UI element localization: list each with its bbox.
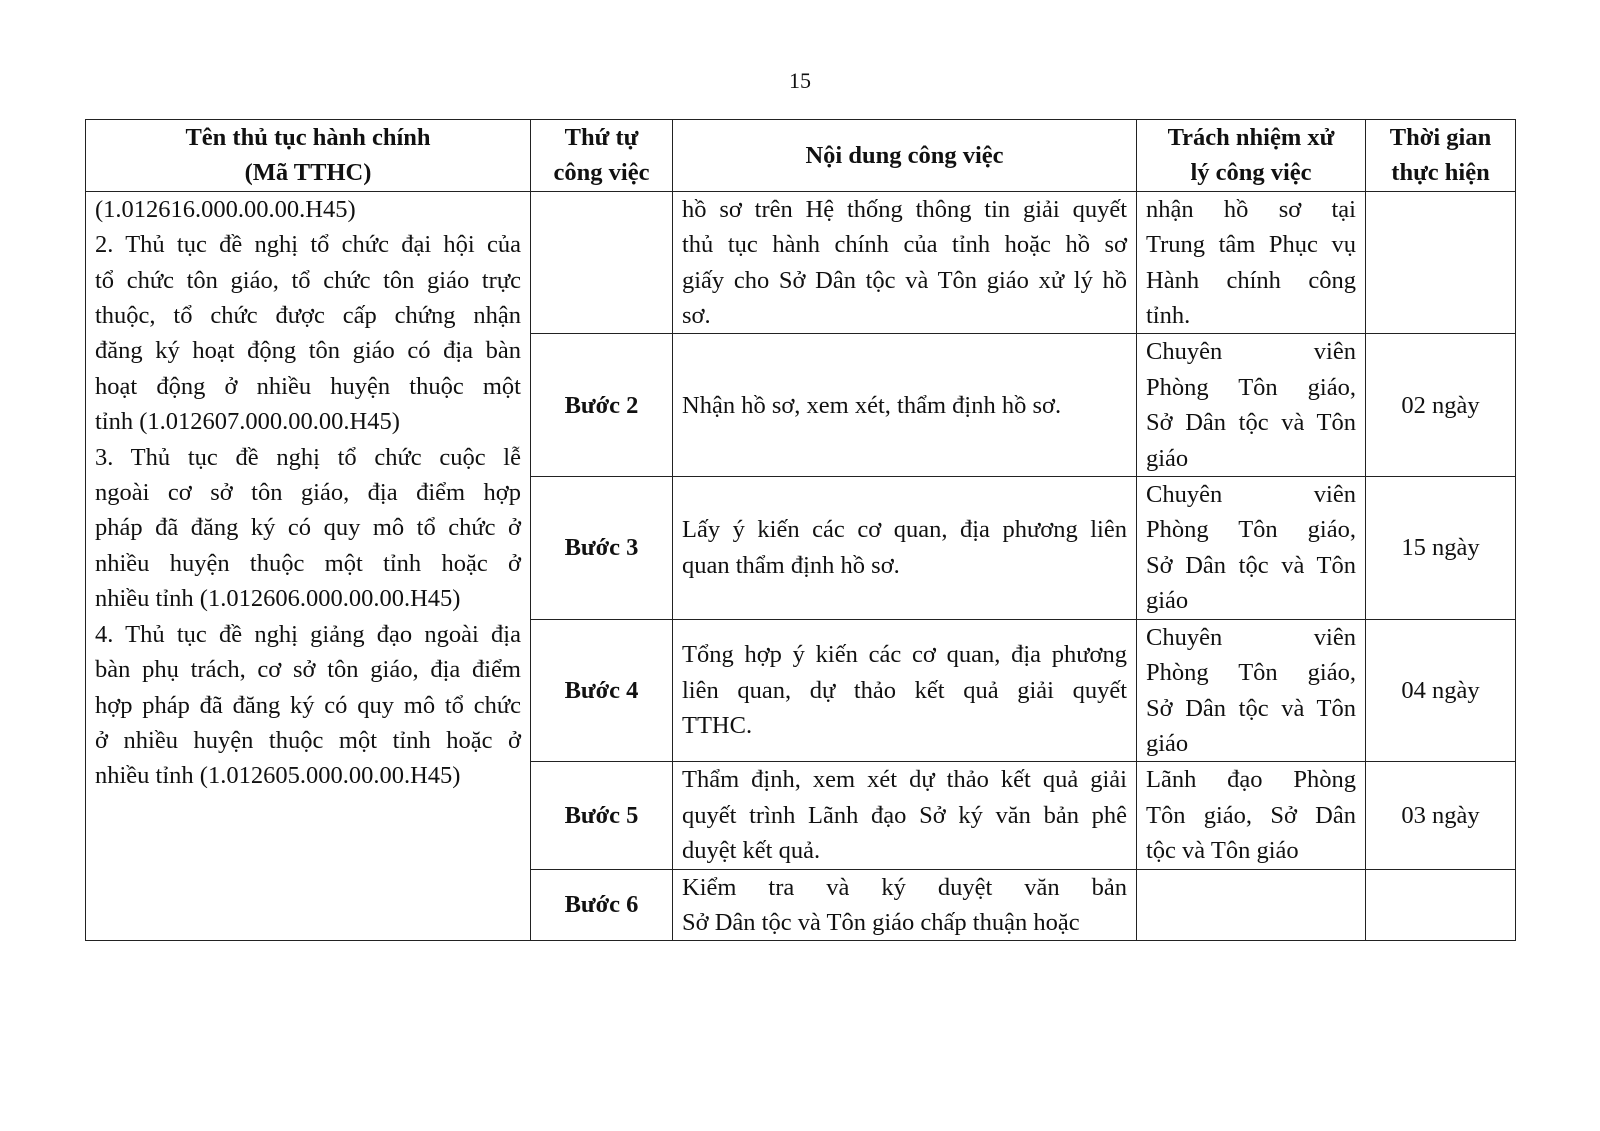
responsibility-line: Chuyên viên bbox=[1146, 481, 1356, 509]
procedure-name-line: hợp pháp đã đăng ký có quy mô tổ chức bbox=[95, 691, 521, 719]
procedure-name-line: 3. Thủ tục đề nghị tổ chức cuộc lễ bbox=[95, 443, 521, 471]
responsibility-line: giáo bbox=[1146, 729, 1189, 757]
procedure-name-line: tỉnh (1.012607.000.00.00.H45) bbox=[95, 408, 400, 436]
procedure-name-line: (1.012616.000.00.00.H45) bbox=[95, 195, 356, 223]
procedure-name-line: nhiều huyện thuộc một tỉnh hoặc ở bbox=[95, 549, 521, 577]
header-procedure-name: Tên thủ tục hành chính (Mã TTHC) bbox=[86, 120, 531, 192]
responsibility-line: Hành chính công bbox=[1146, 266, 1356, 294]
responsibility-line: Chuyên viên bbox=[1146, 338, 1356, 366]
procedure-name-line: tổ chức tôn giáo, tổ chức tôn giáo trực bbox=[95, 266, 521, 294]
responsibility-cell bbox=[1137, 619, 1366, 762]
responsibility-line: Lãnh đạo Phòng bbox=[1146, 766, 1356, 794]
work-content-line: thủ tục hành chính của tỉnh hoặc hồ sơ bbox=[682, 231, 1127, 259]
page-number: 15 bbox=[789, 68, 811, 93]
work-content-cell bbox=[673, 762, 1137, 869]
duration-cell: 03 ngày bbox=[1366, 762, 1516, 869]
work-content-cell bbox=[673, 619, 1137, 762]
responsibility-line: Sở Dân tộc và Tôn bbox=[1146, 551, 1356, 579]
step-cell: Bước 4 bbox=[531, 619, 673, 762]
responsibility-line: Chuyên viên bbox=[1146, 623, 1356, 651]
responsibility-line: Sở Dân tộc và Tôn bbox=[1146, 694, 1356, 722]
procedure-table bbox=[85, 119, 1516, 941]
step-cell: Bước 2 bbox=[531, 334, 673, 477]
responsibility-cell bbox=[1137, 191, 1366, 334]
responsibility-line: giáo bbox=[1146, 444, 1189, 472]
procedure-name-line: nhiều tỉnh (1.012606.000.00.00.H45) bbox=[95, 585, 461, 613]
procedure-name-line: thuộc, tổ chức được cấp chứng nhận bbox=[95, 302, 521, 330]
responsibility-cell bbox=[1137, 869, 1366, 941]
step-cell bbox=[531, 191, 673, 334]
responsibility-line: nhận hồ sơ tại bbox=[1146, 195, 1356, 223]
step-cell: Bước 6 bbox=[531, 869, 673, 941]
duration-cell: 15 ngày bbox=[1366, 477, 1516, 620]
responsibility-cell bbox=[1137, 334, 1366, 477]
procedure-name-line: ngoài cơ sở tôn giáo, địa điểm hợp bbox=[95, 479, 521, 507]
work-content-cell bbox=[673, 334, 1137, 477]
procedure-name-line: nhiều tỉnh (1.012605.000.00.00.H45) bbox=[95, 762, 461, 790]
work-content-line: Kiểm tra và ký duyệt văn bản bbox=[682, 873, 1127, 901]
responsibility-cell bbox=[1137, 762, 1366, 869]
procedure-name-line: bàn phụ trách, cơ sở tôn giáo, địa điểm bbox=[95, 656, 521, 684]
work-content-line: Nhận hồ sơ, xem xét, thẩm định hồ sơ. bbox=[682, 391, 1062, 419]
procedure-name-line: 4. Thủ tục đề nghị giảng đạo ngoài địa bbox=[95, 620, 521, 648]
responsibility-line: Trung tâm Phục vụ bbox=[1146, 231, 1356, 259]
work-content-line: Lấy ý kiến các cơ quan, địa phương liên bbox=[682, 516, 1127, 544]
procedure-names-cell bbox=[86, 191, 531, 941]
responsibility-line: Phòng Tôn giáo, bbox=[1146, 659, 1356, 687]
table-header-row bbox=[86, 120, 1516, 192]
responsibility-line: Sở Dân tộc và Tôn bbox=[1146, 409, 1356, 437]
work-content-line: Sở Dân tộc và Tôn giáo chấp thuận hoặc bbox=[682, 908, 1080, 936]
duration-cell: 02 ngày bbox=[1366, 334, 1516, 477]
responsibility-line: giáo bbox=[1146, 587, 1189, 615]
header-responsibility: Trách nhiệm xử lý công việc bbox=[1137, 120, 1366, 192]
step-cell: Bước 5 bbox=[531, 762, 673, 869]
responsibility-line: Phòng Tôn giáo, bbox=[1146, 373, 1356, 401]
work-content-cell bbox=[673, 869, 1137, 941]
work-content-line: Thẩm định, xem xét dự thảo kết quả giải bbox=[682, 766, 1127, 794]
work-content-line: liên quan, dự thảo kết quả giải quyết bbox=[682, 676, 1127, 704]
work-content-line: TTHC. bbox=[682, 712, 753, 740]
duration-cell: 04 ngày bbox=[1366, 619, 1516, 762]
work-content-cell bbox=[673, 191, 1137, 334]
procedure-name-line: pháp đã đăng ký có quy mô tổ chức ở bbox=[95, 514, 521, 542]
work-content-line: quan thẩm định hồ sơ. bbox=[682, 551, 900, 579]
work-content-line: Tổng hợp ý kiến các cơ quan, địa phương bbox=[682, 641, 1127, 669]
procedure-name-line: ở nhiều huyện thuộc một tỉnh hoặc ở bbox=[95, 726, 521, 754]
duration-cell bbox=[1366, 191, 1516, 334]
responsibility-line: Phòng Tôn giáo, bbox=[1146, 516, 1356, 544]
step-cell: Bước 3 bbox=[531, 477, 673, 620]
procedure-name-line: 2. Thủ tục đề nghị tổ chức đại hội của bbox=[95, 231, 521, 259]
responsibility-line: tỉnh. bbox=[1146, 302, 1191, 330]
procedure-name-line: hoạt động ở nhiều huyện thuộc một bbox=[95, 372, 521, 400]
responsibility-cell bbox=[1137, 477, 1366, 620]
procedure-name-line: đăng ký hoạt động tôn giáo có địa bàn bbox=[95, 337, 521, 365]
header-duration: Thời gian thực hiện bbox=[1366, 120, 1516, 192]
work-content-cell bbox=[673, 477, 1137, 620]
duration-cell bbox=[1366, 869, 1516, 941]
responsibility-line: Tôn giáo, Sở Dân bbox=[1146, 801, 1356, 829]
work-content-line: duyệt kết quả. bbox=[682, 837, 821, 865]
work-content-line: quyết trình Lãnh đạo Sở ký văn bản phê bbox=[682, 801, 1127, 829]
header-work-content: Nội dung công việc bbox=[673, 120, 1137, 192]
table-row bbox=[86, 191, 1516, 334]
header-step-order: Thứ tự công việc bbox=[531, 120, 673, 192]
work-content-line: hồ sơ trên Hệ thống thông tin giải quyết bbox=[682, 195, 1127, 223]
work-content-line: sơ. bbox=[682, 302, 711, 330]
responsibility-line: tộc và Tôn giáo bbox=[1146, 837, 1299, 865]
work-content-line: giấy cho Sở Dân tộc và Tôn giáo xử lý hồ bbox=[682, 266, 1127, 294]
